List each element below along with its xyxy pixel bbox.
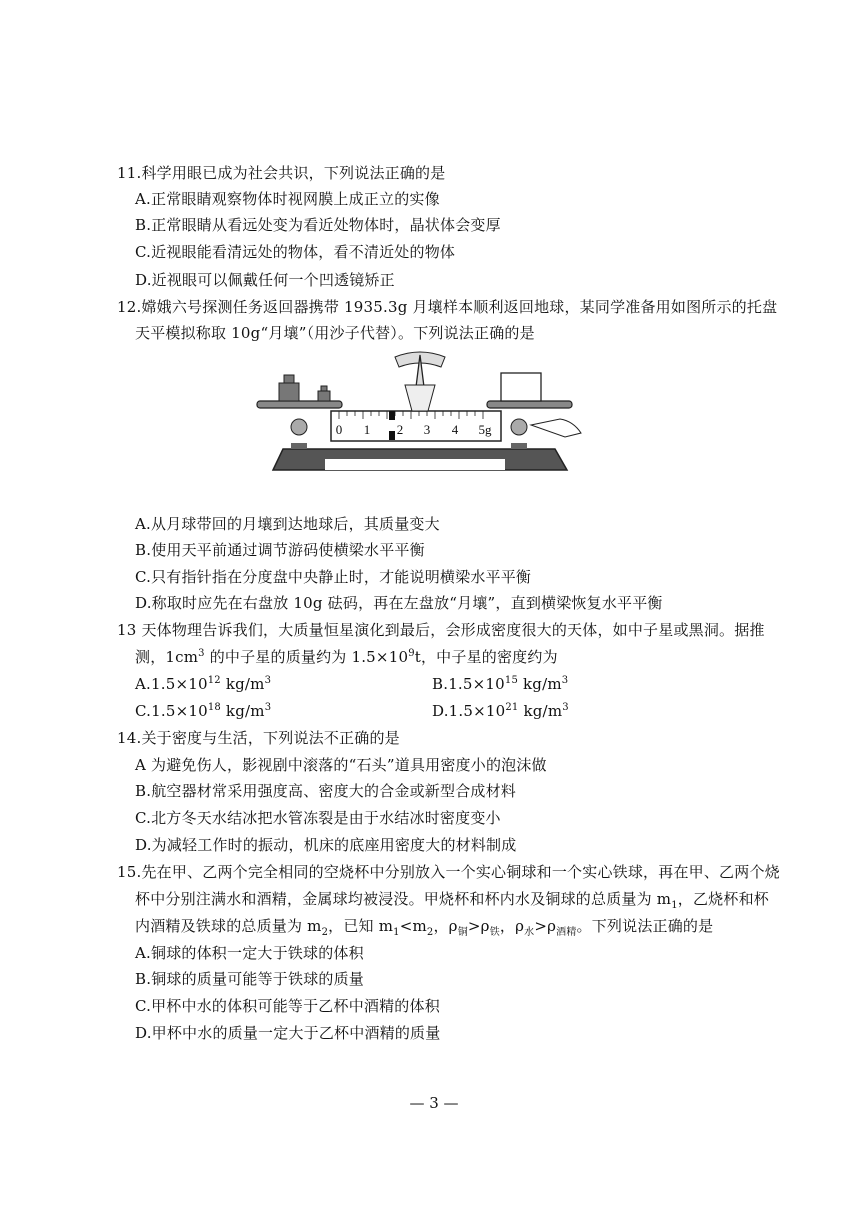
left-pan <box>257 401 342 408</box>
left-support <box>291 443 307 449</box>
q15-option-a: A.铜球的体积一定大于铁球的体积 <box>135 944 364 962</box>
right-support <box>511 443 527 449</box>
q15-option-c: C.甲杯中水的体积可能等于乙杯中酒精的体积 <box>135 997 440 1015</box>
q15-stem-line1: 15.先在甲、乙两个完全相同的空烧杯中分别放入一个实心铜球和一个实心铁球，再在甲、乙两个烧 <box>117 863 780 881</box>
q13-option-b: $B.1.5\times 10^{15}$ $kg/m^3$ <box>432 675 569 693</box>
q12-option-d: D.称取时应先在右盘放 10g 砝码，再在左盘放“月壤”，直到横梁恢复水平平衡 <box>135 594 663 612</box>
tick-label-2: 2 <box>396 422 404 437</box>
q13-option-d: $D.1.5\times 10^{21}$ $kg/m^3$ <box>432 702 569 720</box>
rider-bottom <box>389 431 395 440</box>
q12-option-c: C.只有指针指在分度盘中央静止时，才能说明横梁水平平衡 <box>135 568 532 586</box>
tick-label-1: 1 <box>363 422 371 437</box>
q15-stem-line3: 内酒精及铁球的总质量为 $m_2$，已知 $m_1<m_2$，$\rho_铜>\rho_铁$，$\rho_水>\rho_{酒精}$。下列说法正确的是 <box>135 917 714 938</box>
q11-option-a: A.正常眼睛观察物体时视网膜上成正立的实像 <box>135 190 440 208</box>
weight-small-knob <box>321 386 327 391</box>
weight-large-knob <box>284 375 294 383</box>
right-screw <box>511 419 527 435</box>
balance-figure <box>255 345 585 485</box>
q15-option-b: B.铜球的质量可能等于铁球的质量 <box>135 970 364 988</box>
q11-option-c: C.近视眼能看清远处的物体，看不清近处的物体 <box>135 243 456 261</box>
q12-stem-line1: 12.嫦娥六号探测任务返回器携带 1935.3g 月壤样本顺利返回地球，某同学准备用如图所示的托盘 <box>117 298 778 316</box>
left-screw <box>291 419 307 435</box>
q14-option-c: C.北方冬天水结冰把水管冻裂是由于水结冰时密度变小 <box>135 809 501 827</box>
page-number: — 3 — <box>409 1094 459 1112</box>
q12-option-b: B.使用天平前通过调节游码使横梁水平平衡 <box>135 541 425 559</box>
weight-large <box>279 383 299 401</box>
tick-label-4: 4 <box>451 422 459 437</box>
q12-stem-line2: 天平模拟称取 10g“月壤”（用沙子代替）。下列说法正确的是 <box>135 324 535 342</box>
q14-stem: 14.关于密度与生活，下列说法不正确的是 <box>117 729 400 747</box>
q11-option-d: D.近视眼可以佩戴任何一个凹透镜矫正 <box>135 271 395 289</box>
rider-top <box>389 411 395 420</box>
q12-option-a: A.从月球带回的月壤到达地球后，其质量变大 <box>135 515 440 533</box>
weight-small <box>318 391 330 401</box>
pointer-stand <box>405 385 435 411</box>
balance-base-notch <box>325 459 505 470</box>
tick-label-3: 3 <box>423 422 431 437</box>
q14-option-a: A 为避免伤人，影视剧中滚落的“石头”道具用密度小的泡沫做 <box>135 756 547 774</box>
q15-option-d: D.甲杯中水的质量一定大于乙杯中酒精的质量 <box>135 1024 441 1042</box>
tick-label-0: 0 <box>335 422 343 437</box>
q15-stem-line2: 杯中分别注满水和酒精，金属球均被浸没。甲烧杯和杯内水及铜球的总质量为 $m_1$，乙烧杯和杯 <box>135 890 769 911</box>
q13-stem-line1: 13 天体物理告诉我们，大质量恒星演化到最后，会形成密度很大的天体，如中子星或黑洞。据推 <box>117 621 765 639</box>
q13-option-c: $C.1.5\times 10^{18}$ $kg/m^3$ <box>135 702 272 720</box>
q14-option-b: B.航空器材常采用强度高、密度大的合金或新型合成材料 <box>135 782 516 800</box>
q11-option-b: B.正常眼睛从看远处变为看近处物体时，晶状体会变厚 <box>135 216 501 234</box>
q13-stem-line2: 测，$1cm^3$ 的中子星的质量约为 $1.5\times 10^9t$，中子星的密度约为 <box>135 648 558 666</box>
sand-box <box>501 373 541 401</box>
right-pan <box>487 401 572 408</box>
tick-label-5g: 5g <box>478 422 492 437</box>
q13-option-a: $A.1.5\times 10^{12}$ $kg/m^3$ <box>135 675 272 693</box>
q11-stem: 11.科学用眼已成为社会共识，下列说法正确的是 <box>117 164 446 182</box>
tweezers-hand <box>531 419 581 437</box>
q14-option-d: D.为减轻工作时的振动，机床的底座用密度大的材料制成 <box>135 836 517 854</box>
balance-beam <box>331 411 501 441</box>
